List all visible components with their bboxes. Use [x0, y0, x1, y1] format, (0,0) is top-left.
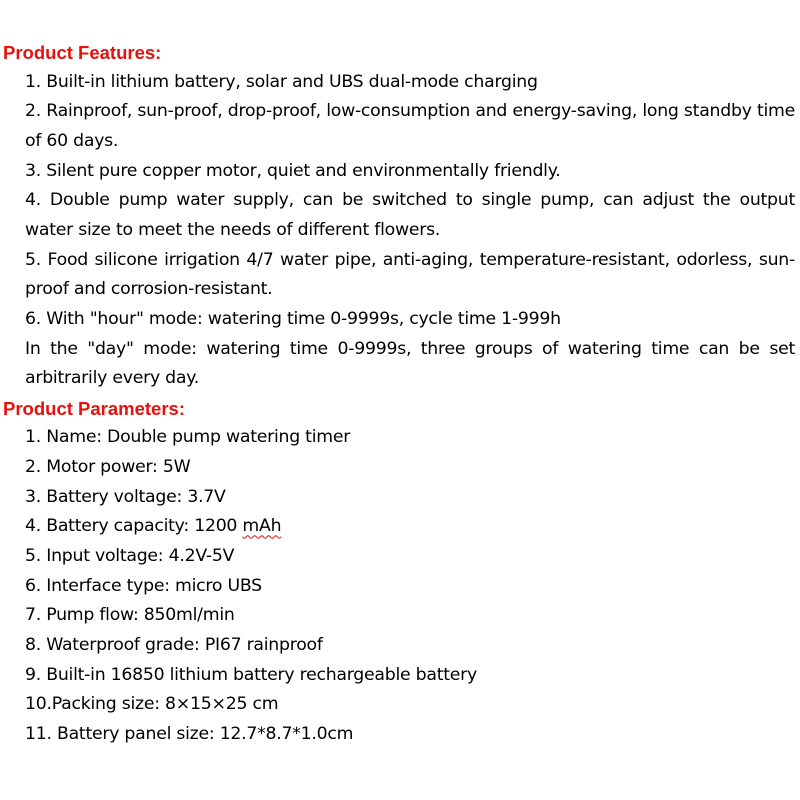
param-battery-voltage: 3. Battery voltage: 3.7V [25, 486, 226, 507]
param-packing-size: 10.Packing size: 8×15×25 cm [25, 694, 279, 715]
product-description [0, 38, 800, 750]
spellcheck-underline-unit: mAh [242, 516, 282, 537]
feature-item-6-day-mode: In the "day" mode: watering time 0-9999s, three groups of watering time can be set arbitrarily every day. [25, 338, 795, 389]
parameters-list [0, 423, 800, 749]
param-waterproof-grade: 8. Waterproof grade: PI67 rainproof [25, 635, 323, 655]
features-list [0, 68, 800, 394]
features-heading: Product Features: [3, 42, 162, 63]
feature-item-6: 6. With "hour" mode: watering time 0-9999s, cycle time 1-999h [25, 308, 561, 329]
param-panel-size: 11. Battery panel size: 12.7*8.7*1.0cm [25, 723, 354, 744]
param-pump-flow: 7. Pump flow: 850ml/min [25, 605, 235, 626]
param-name: 1. Name: Double pump watering timer [25, 427, 351, 448]
feature-item-1: 1. Built-in lithium battery, solar and UBS dual-mode charging [25, 71, 538, 92]
parameters-heading: Product Parameters: [3, 397, 185, 419]
param-battery-capacity [0, 512, 800, 542]
param-motor-power: 2. Motor power: 5W [25, 457, 191, 478]
param-battery-type: 9. Built-in 16850 lithium battery rechargeable battery [25, 664, 477, 685]
feature-item-2: 2. Rainproof, sun-proof, drop-proof, low-consumption and energy-saving, long standby time of 60 days. [25, 101, 795, 151]
param-interface-type: 6. Interface type: micro UBS [25, 575, 262, 596]
param-input-voltage: 5. Input voltage: 4.2V-5V [25, 546, 235, 567]
param-battery-capacity-text: 4. Battery capacity: 1200 [25, 516, 243, 537]
feature-item-4: 4. Double pump water supply, can be switched to single pump, can adjust the output water size to meet the needs of different flowers. [25, 190, 795, 240]
feature-item-3: 3. Silent pure copper motor, quiet and environmentally friendly. [25, 160, 561, 181]
feature-item-5: 5. Food silicone irrigation 4/7 water pipe, anti-aging, temperature-resistant, odorless, sun-proof and corrosion-resistant. [25, 249, 795, 300]
